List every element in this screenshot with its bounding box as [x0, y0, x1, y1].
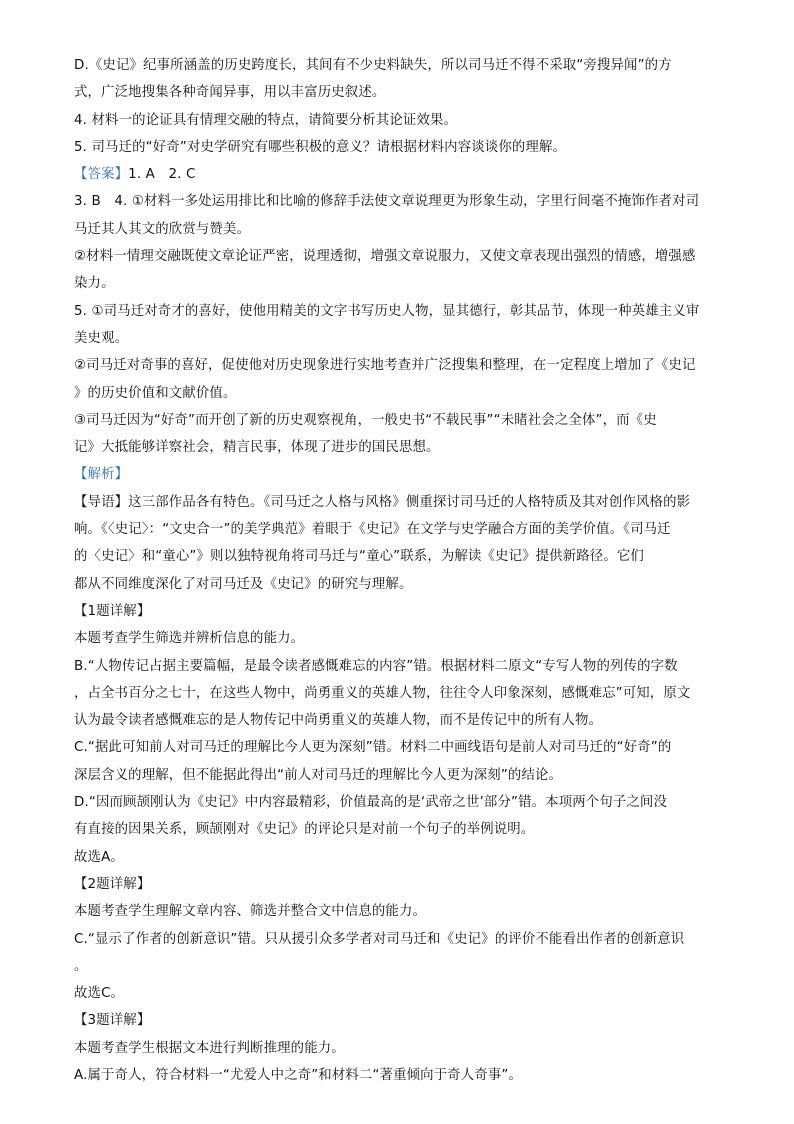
line-text: 有直接的因果关系，顾颉刚对《史记》的评论只是对前一个句子的举例说明。 [74, 822, 535, 838]
text-line [74, 734, 720, 761]
text-line [74, 434, 720, 461]
text-line [74, 789, 720, 816]
line-text: 染力。 [74, 276, 115, 292]
line-text: 》的历史价值和文献价值。 [74, 385, 237, 401]
line-text: D.“因而顾颉刚认为《史记》中内容最精彩，价值最高的是‘武帝之世’部分”错。本项两个句子之间没 [74, 795, 668, 811]
answer-text: 1. A 2. C [128, 167, 196, 183]
line-text: 5. 司马迁的“好奇”对史学研究有哪些积极的意义？请根据材料内容谈谈你的理解。 [74, 139, 567, 155]
text-line [74, 270, 720, 297]
document-body [74, 52, 720, 1089]
text-line [74, 216, 720, 243]
line-text: 本题考查学生筛选并辨析信息的能力。 [74, 631, 305, 647]
text-line [74, 1035, 720, 1062]
text-line [74, 298, 720, 325]
line-text: 本题考查学生根据文本进行判断推理的能力。 [74, 1040, 345, 1056]
text-line [74, 571, 720, 598]
text-line [74, 625, 720, 652]
text-line [74, 1062, 720, 1089]
line-text: 美史观。 [74, 330, 129, 346]
text-line [74, 980, 720, 1007]
line-text: 响。《〈史记〉：“文史合一”的美学典范》着眼于《史记》在文学与史学融合方面的美学价值。《司马迁 [74, 522, 671, 538]
line-text: ②司马迁对奇事的喜好，促使他对历史现象进行实地考查并广泛搜集和整理，在一定程度上增加了《史记 [74, 358, 696, 374]
text-line [74, 134, 720, 161]
text-line [74, 489, 720, 516]
line-text: 【3题详解】 [74, 1013, 151, 1029]
line-text: A.属于奇人，符合材料一“尤爱人中之奇”和材料二“著重倾向于奇人奇事”。 [74, 1067, 523, 1083]
text-line [74, 871, 720, 898]
text-line [74, 707, 720, 734]
line-text: 都从不同维度深化了对司马迁及《史记》的研究与理解。 [74, 576, 413, 592]
text-line [74, 953, 720, 980]
line-text: 马迁其人其文的欣赏与赞美。 [74, 221, 251, 237]
section-marker: 【解析】 [74, 467, 129, 483]
text-line [74, 79, 720, 106]
text-line [74, 926, 720, 953]
text-line [74, 352, 720, 379]
text-line [74, 598, 720, 625]
line-text: ，占全书百分之七十，在这些人物中，尚勇重义的英雄人物，往往令人印象深刻，感慨难忘”可知，原文 [74, 685, 691, 701]
line-text: 故选C。 [74, 986, 125, 1002]
line-text: B.“人物传记占据主要篇幅，是最令读者感慨难忘的内容”错。根据材料二原文“专写人物的列传的字数 [74, 658, 678, 674]
text-line [74, 461, 720, 488]
line-text: 记》大抵能够详察社会，精言民事，体现了进步的国民思想。 [74, 440, 440, 456]
text-line [74, 762, 720, 789]
line-text: 深层含义的理解，但不能据此得出“前人对司马迁的理解比今人更为深刻”的结论。 [74, 767, 563, 783]
line-text: ③司马迁因为“好奇”而开创了新的历史观察视角，一般史书“不载民事”“未睹社会之全体”，而《史 [74, 412, 657, 428]
text-line [74, 107, 720, 134]
line-text: ②材料一情理交融既使文章论证严密，说理透彻，增强文章说服力，又使文章表现出强烈的情感，增强感 [74, 249, 696, 265]
section-marker: 【答案】 [74, 167, 129, 183]
line-text: 3. B 4. ①材料一多处运用排比和比喻的修辞手法使文章说理更为形象生动，字里行间毫不掩饰作者对司 [74, 194, 700, 210]
text-line [74, 325, 720, 352]
line-text: 【2题详解】 [74, 876, 151, 892]
line-text: C.“据此可知前人对司马迁的理解比今人更为深刻”错。材料二中画线语句是前人对司马迁的“好奇”的 [74, 740, 672, 756]
text-line [74, 1007, 720, 1034]
line-text: 【1题详解】 [74, 603, 151, 619]
text-line [74, 898, 720, 925]
line-text: 5. ①司马迁对奇才的喜好，使他用精美的文字书写历史人物，显其德行，彰其品节，体现一种英雄主义审 [74, 303, 700, 319]
text-line [74, 407, 720, 434]
line-text: 式，广泛地搜集各种奇闻异事，用以丰富历史叙述。 [74, 85, 386, 101]
text-line [74, 516, 720, 543]
line-text: C.“显示了作者的创新意识”错。只从援引众多学者对司马迁和《史记》的评价不能看出作者的创新意识 [74, 931, 685, 947]
line-text: 认为最令读者感慨难忘的是人物传记中尚勇重义的英雄人物，而不是传记中的所有人物。 [74, 713, 603, 729]
line-text: 。 [74, 958, 88, 974]
text-line [74, 52, 720, 79]
line-text: 本题考查学生理解文章内容、筛选并整合文中信息的能力。 [74, 904, 427, 920]
text-line [74, 680, 720, 707]
line-text: 4. 材料一的论证具有情理交融的特点，请简要分析其论证效果。 [74, 112, 458, 128]
text-line [74, 188, 720, 215]
text-line [74, 816, 720, 843]
line-text: D.《史记》纪事所涵盖的历史跨度长，其间有不少史料缺失，所以司马迁不得不采取“旁搜异闻”的方 [74, 58, 672, 73]
text-line [74, 161, 720, 188]
text-line [74, 844, 720, 871]
line-text: 故选A。 [74, 849, 124, 865]
line-text: 【导语】这三部作品各有特色。《司马迁之人格与风格》侧重探讨司马迁的人格特质及其对创作风格的影 [74, 494, 691, 510]
line-text: 的〈史记〉和“童心”》则以独特视角将司马迁与“童心”联系，为解读《史记》提供新路径。它们 [74, 549, 644, 565]
text-line [74, 543, 720, 570]
text-line [74, 243, 720, 270]
text-line [74, 380, 720, 407]
text-line [74, 653, 720, 680]
